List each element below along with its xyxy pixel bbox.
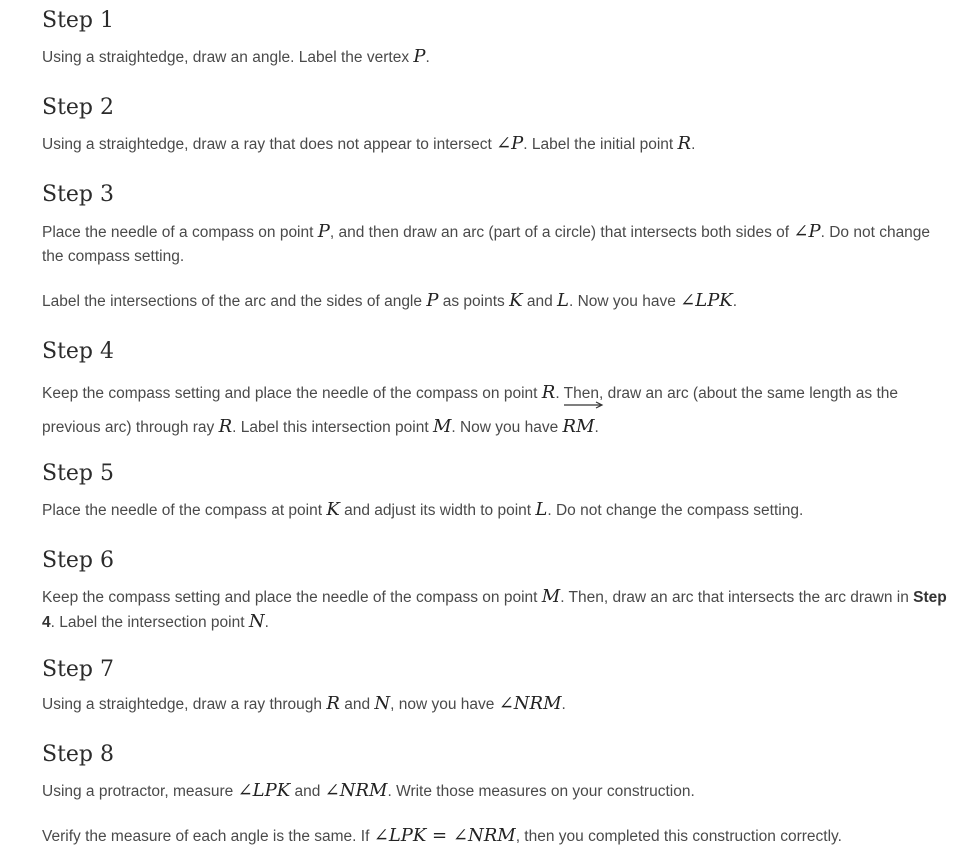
step-1-heading: Step 1 (42, 8, 115, 33)
step-3-text-2: Label the intersections of the arc and the sides of angle P as points K and L. Now you have ∠LPK. (42, 290, 738, 311)
step-5-heading: Step 5 (42, 461, 115, 486)
step-7-heading: Step 7 (42, 657, 115, 682)
step-8-text: Using a protractor, measure ∠LPK and ∠NRM. Write those measures on your construction. (42, 780, 695, 801)
step-8-text-2: Verify the measure of each angle is the same. If ∠LPK = ∠NRM, then you completed this construction correctly. (42, 825, 842, 846)
step-5-text: Place the needle of the compass at point K and adjust its width to point L. Do not change the compass setting. (42, 499, 804, 520)
step-6-text: Keep the compass setting and place the needle of the compass on point M. Then, draw an arc that intersects the arc drawn in Step 4. Label the intersection point N. (42, 586, 947, 632)
ray-arrow-icon (564, 401, 604, 409)
step-6-heading: Step 6 (42, 548, 115, 573)
step-7-text: Using a straightedge, draw a ray through R and N, now you have ∠NRM. (42, 693, 566, 714)
ray-rm: RM (563, 410, 595, 444)
step-2-heading: Step 2 (42, 95, 115, 120)
step-4-reference: Step 4 (42, 589, 947, 631)
step-4-heading: Step 4 (42, 339, 115, 364)
step-4-text: Keep the compass setting and place the needle of the compass on point R. Then, draw an arc (about the same length as the previous arc) through ray R. Label this intersection point M. Now you have RM. (42, 376, 954, 444)
step-3-heading: Step 3 (42, 182, 115, 207)
step-3-text: Place the needle of a compass on point P, and then draw an arc (part of a circle) that intersects both sides of ∠P. Do not change the compass setting. (42, 221, 931, 265)
step-1-text: Using a straightedge, draw an angle. Label the vertex P. (42, 46, 430, 67)
instructions-document (42, 6, 954, 849)
step-8-heading: Step 8 (42, 742, 115, 767)
step-2-text: Using a straightedge, draw a ray that does not appear to intersect ∠P. Label the initial point R. (42, 133, 696, 154)
